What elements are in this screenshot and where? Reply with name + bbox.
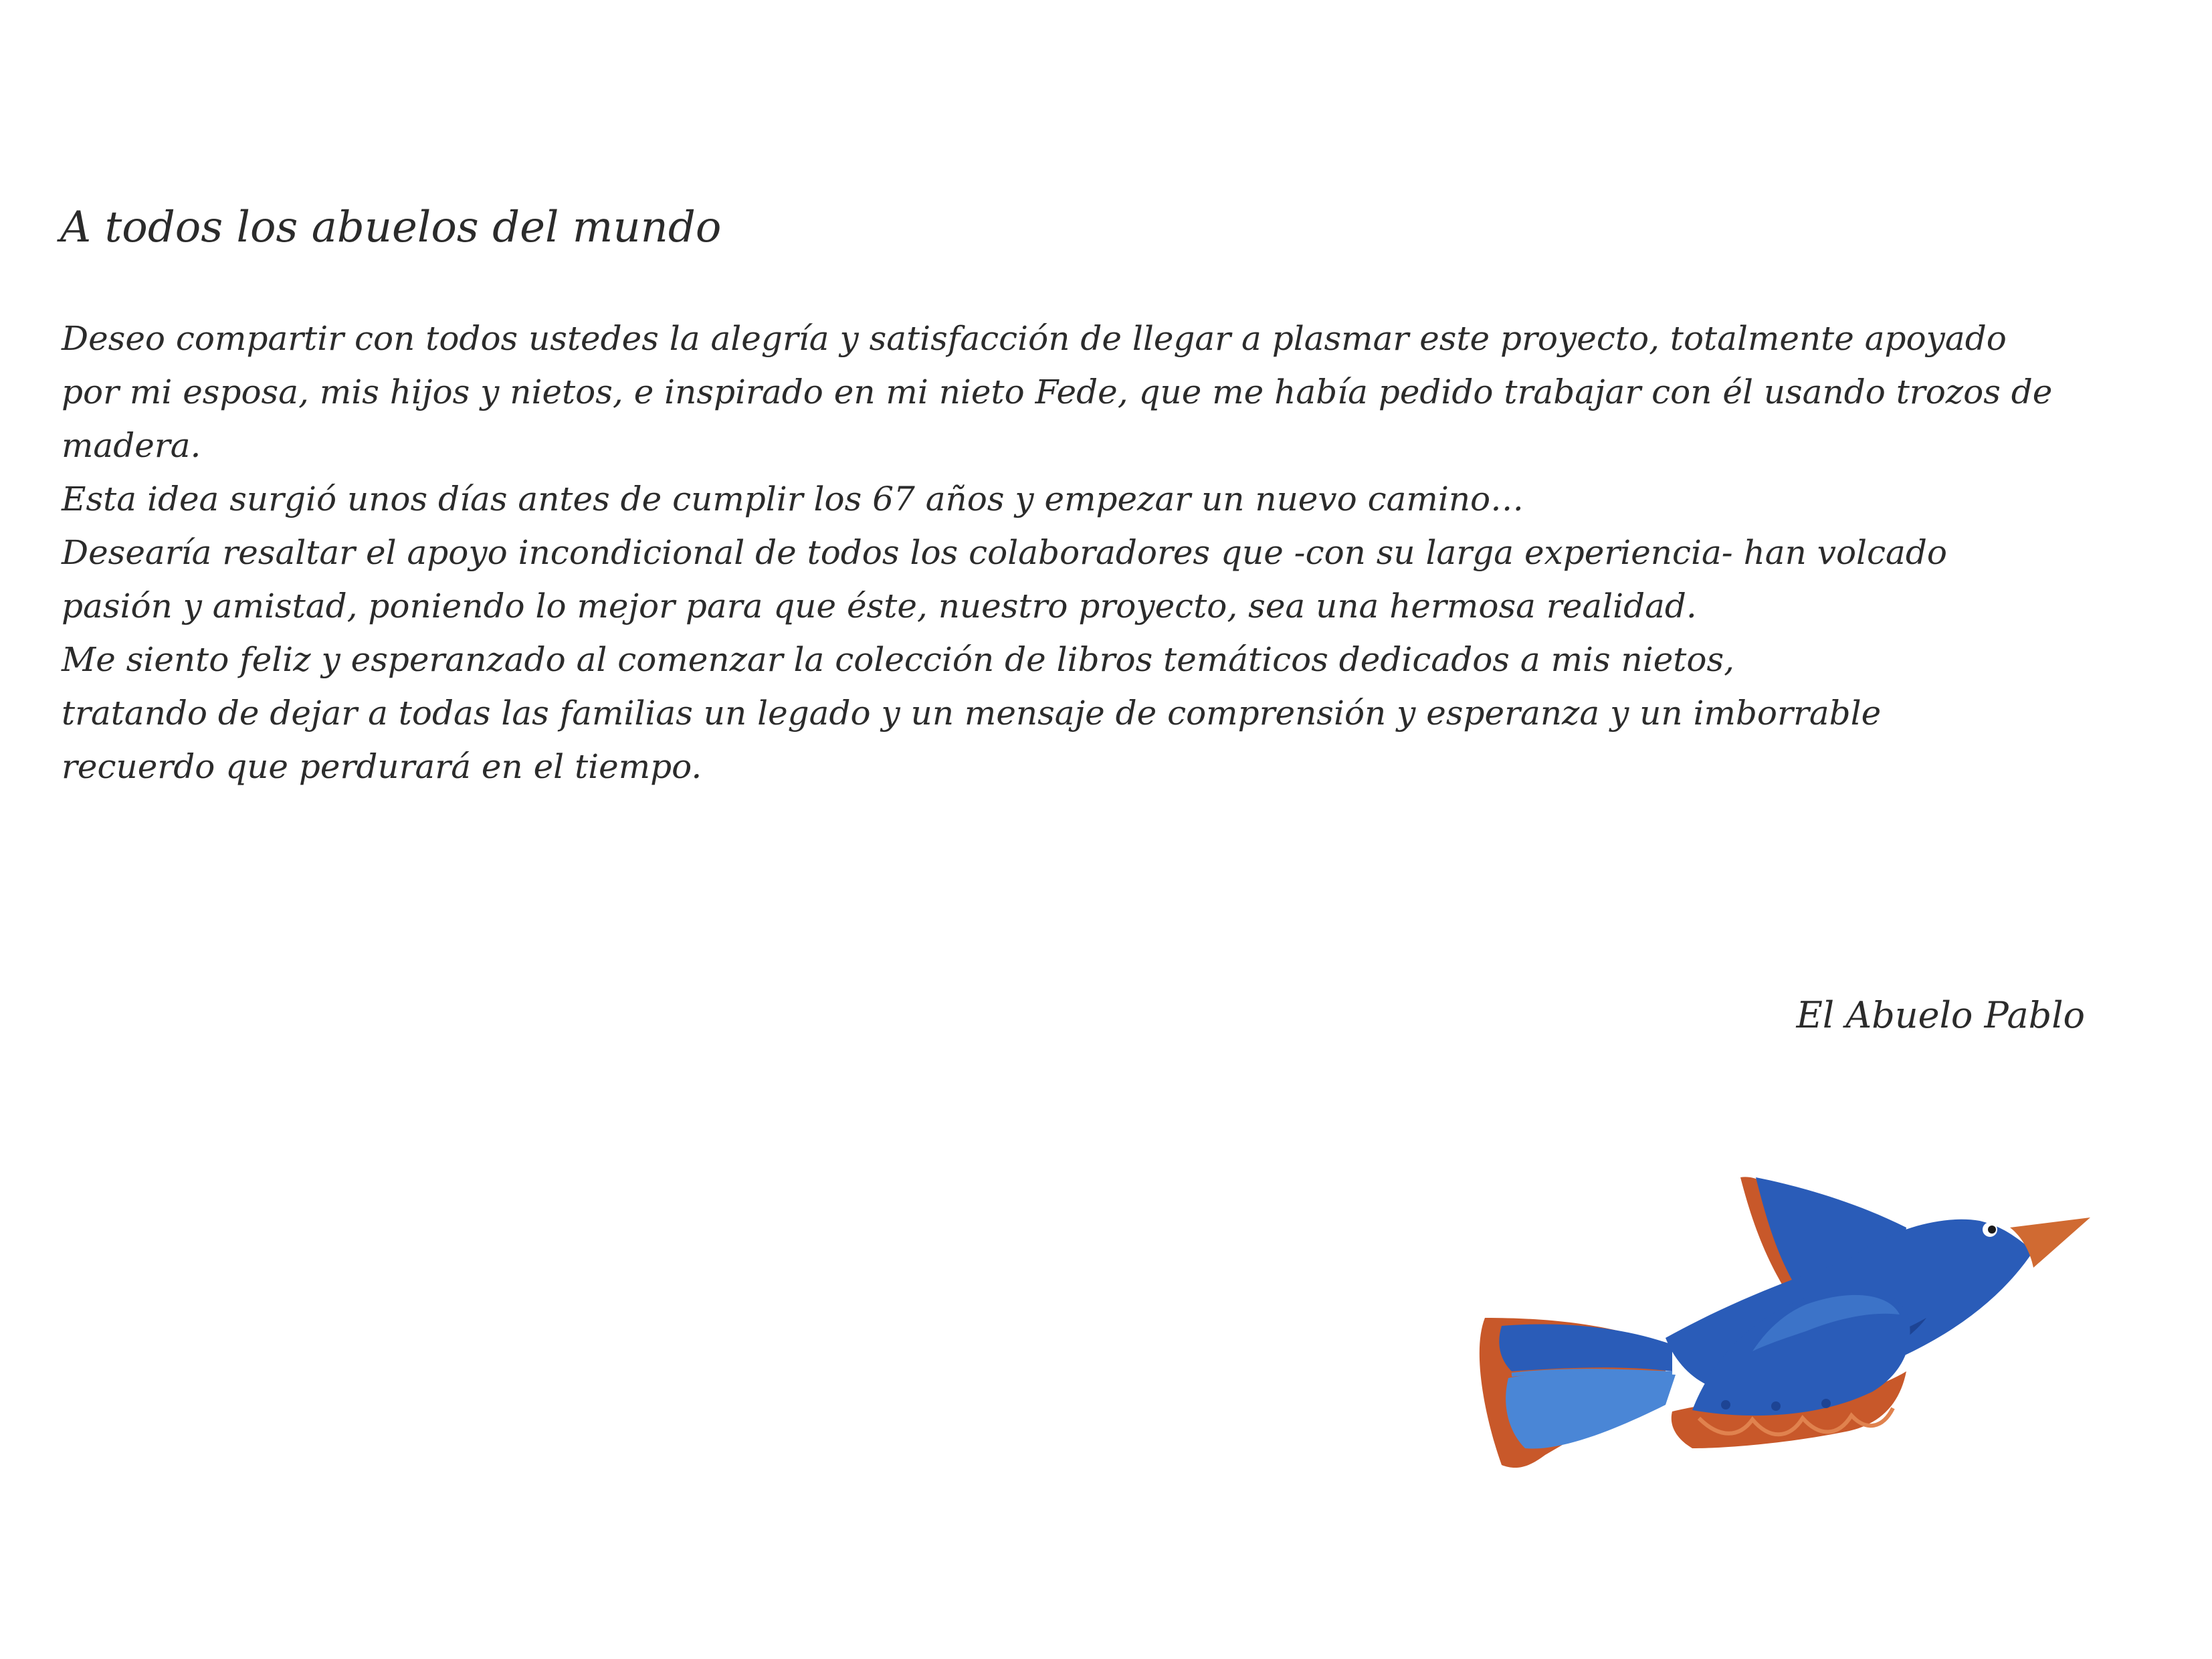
text-line: Desearía resaltar el apoyo incondicional de todos los colaboradores que -con su larga experiencia- han volcado — [62, 533, 1947, 572]
bird-wing-dot — [1771, 1401, 1781, 1411]
bird-tail-upper — [1499, 1324, 1672, 1371]
bird-wing-dot — [1821, 1399, 1831, 1408]
dedication-text — [62, 312, 2169, 793]
text-line: recuerdo que perdurará en el tiempo. — [62, 747, 702, 786]
bird-wing-dot — [1721, 1400, 1730, 1409]
bird-tail-lower — [1506, 1371, 1676, 1449]
page-title: A todos los abuelos del mundo — [60, 203, 722, 252]
bird-pupil — [1988, 1226, 1996, 1234]
signature: El Abuelo Pablo — [1796, 994, 2085, 1036]
text-line: Deseo compartir con todos ustedes la alegría y satisfacción de llegar a plasmar este proyecto, totalmente apoyado — [62, 319, 2007, 358]
text-line: Esta idea surgió unos días antes de cumplir los 67 años y empezar un nuevo camino… — [62, 480, 1524, 518]
blue-bird-illustration — [1472, 1151, 2100, 1485]
text-line: tratando de dejar a todas las familias un legado y un mensaje de comprensión y esperanza y un imborrable — [62, 694, 1882, 733]
text-line: madera. — [62, 426, 201, 465]
text-line: pasión y amistad, poniendo lo mejor para que éste, nuestro proyecto, sea una hermosa realidad. — [62, 587, 1697, 625]
text-line: por mi esposa, mis hijos y nietos, e inspirado en mi nieto Fede, que me había pedido trabajar con él usando trozos de — [62, 373, 2053, 411]
text-line: Me siento feliz y esperanzado al comenzar la colección de libros temáticos dedicados a mis nietos, — [62, 640, 1735, 679]
